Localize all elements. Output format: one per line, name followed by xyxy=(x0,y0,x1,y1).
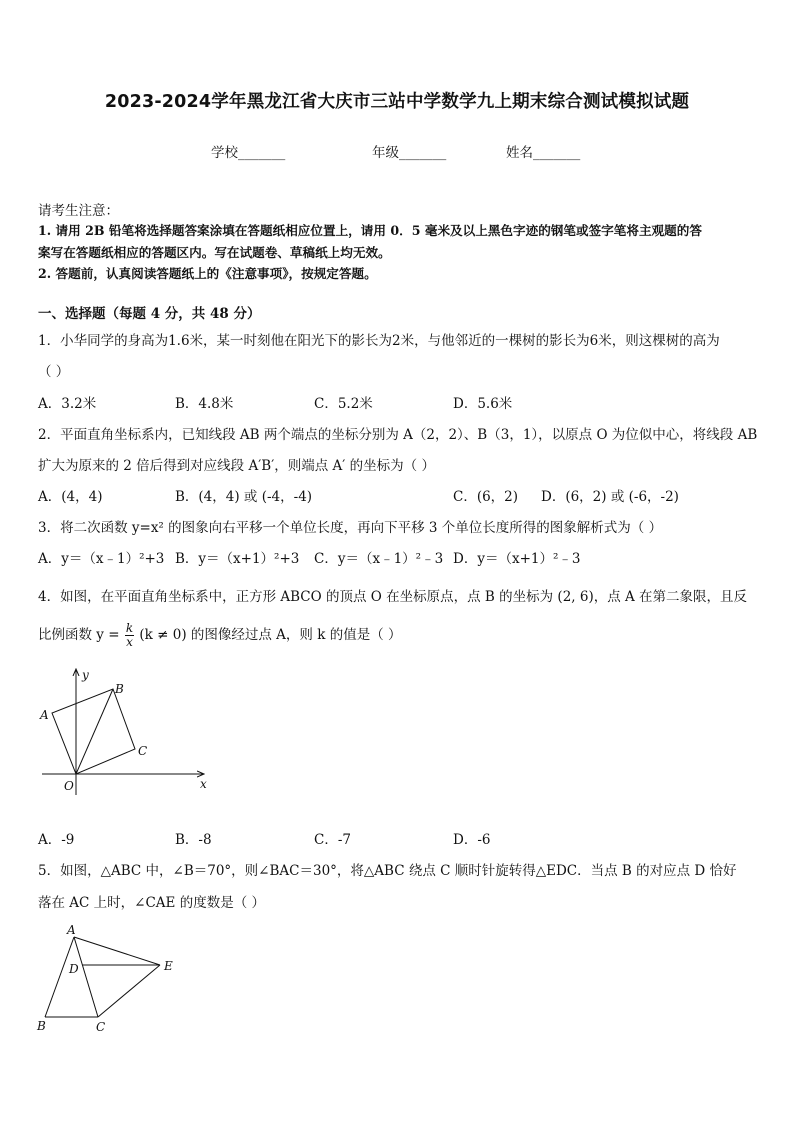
label-a: A xyxy=(67,923,76,937)
label-o: O xyxy=(64,779,74,793)
q3-option-d: D．y＝（x+1）²﹣3 xyxy=(453,551,581,567)
name-field: 姓名_______ xyxy=(506,145,581,161)
q1-option-b: B．4.8米 xyxy=(175,396,234,412)
q4-formula-suffix: (k ≠ 0) 的图像经过点 A，则 k 的值是（ ） xyxy=(139,627,402,643)
segment-ab xyxy=(45,937,74,1017)
label-a: A xyxy=(40,708,49,722)
page-title: 2023-2024学年黑龙江省大庆市三站中学数学九上期末综合测试模拟试题 xyxy=(104,92,690,112)
q4-fraction-denominator: x xyxy=(126,635,133,649)
q4-fraction-numerator: k xyxy=(125,621,134,635)
school-field: 学校_______ xyxy=(211,145,286,161)
label-c: C xyxy=(96,1020,106,1034)
label-x: x xyxy=(200,777,207,791)
q4-option-c: C．-7 xyxy=(314,832,351,848)
label-b: B xyxy=(115,682,124,696)
q2-stem-line-1: 2．平面直角坐标系内，已知线段 AB 两个端点的坐标分别为 A（2，2）、B（3，1），以原点 O 为位似中心，将线段 AB xyxy=(38,427,758,443)
square-abco xyxy=(52,689,135,774)
q3-option-a: A．y＝（x﹣1）²+3 xyxy=(38,551,165,567)
q4-formula-prefix: 比例函数 y = xyxy=(38,627,120,643)
label-y: y xyxy=(82,668,89,682)
q4-option-a: A．-9 xyxy=(38,832,75,848)
q4-figure xyxy=(30,665,220,800)
notice-line-3: 2. 答题前，认真阅读答题纸上的《注意事项》，按规定答题。 xyxy=(38,266,377,281)
q3-stem: 3．将二次函数 y=x² 的图象向右平移一个单位长度，再向下平移 3 个单位长度所得的图象解析式为（ ） xyxy=(38,520,663,536)
q3-option-b: B．y＝（x+1）²+3 xyxy=(175,551,300,567)
q4-fraction xyxy=(125,622,134,649)
q5-stem-line-2: 落在 AC 上时，∠CAE 的度数是（ ） xyxy=(38,895,265,911)
q4-option-b: B．-8 xyxy=(175,832,212,848)
q5-figure xyxy=(30,922,190,1037)
label-b: B xyxy=(37,1019,46,1033)
q2-option-d: D．(6，2) 或 (-6，-2) xyxy=(541,489,679,505)
label-c: C xyxy=(138,744,148,758)
label-d: D xyxy=(69,962,79,976)
q1-option-a: A．3.2米 xyxy=(38,396,97,412)
q4-option-d: D．-6 xyxy=(453,832,491,848)
segment-ce xyxy=(98,965,160,1017)
notice-line-1: 1. 请用 2B 铅笔将选择题答案涂填在答题纸相应位置上，请用 0．5 毫米及以上黑色字迹的钢笔或签字笔将主观题的答 xyxy=(38,223,702,238)
q2-option-b: B．(4，4) 或 (-4，-4) xyxy=(175,489,313,505)
segment-ac xyxy=(74,937,98,1017)
segment-ae xyxy=(74,937,160,965)
q4-stem-line-1: 4．如图，在平面直角坐标系中，正方形 ABCO 的顶点 O 在坐标原点，点 B 的坐标为 (2, 6)，点 A 在第二象限，且反 xyxy=(38,589,748,605)
q2-option-c: C．(6，2) xyxy=(453,489,519,505)
q3-option-c: C．y＝（x﹣1）²﹣3 xyxy=(314,551,444,567)
q1-stem-line-2: （ ） xyxy=(38,364,70,380)
label-e: E xyxy=(164,959,173,973)
q5-stem-line-1: 5．如图，△ABC 中，∠B＝70°，则∠BAC＝30°，将△ABC 绕点 C 顺时针旋转得△EDC．当点 B 的对应点 D 恰好 xyxy=(38,863,737,879)
q1-option-d: D．5.6米 xyxy=(453,396,513,412)
notice-heading: 请考生注意： xyxy=(38,203,119,219)
q2-option-a: A．(4，4) xyxy=(38,489,103,505)
q4-stem-line-2 xyxy=(38,620,402,650)
grade-field: 年级_______ xyxy=(372,145,447,161)
q1-option-c: C．5.2米 xyxy=(314,396,373,412)
q1-stem-line-1: 1．小华同学的身高为1.6米，某一时刻他在阳光下的影长为2米，与他邻近的一棵树的影长为6米，则这棵树的高为 xyxy=(38,333,720,349)
section-heading: 一、选择题（每题 4 分，共 48 分） xyxy=(38,306,261,322)
notice-line-2: 案写在答题纸相应的答题区内。写在试题卷、草稿纸上均无效。 xyxy=(38,245,391,260)
q2-stem-line-2: 扩大为原来的 2 倍后得到对应线段 A′B′，则端点 A′ 的坐标为（ ） xyxy=(38,458,435,474)
